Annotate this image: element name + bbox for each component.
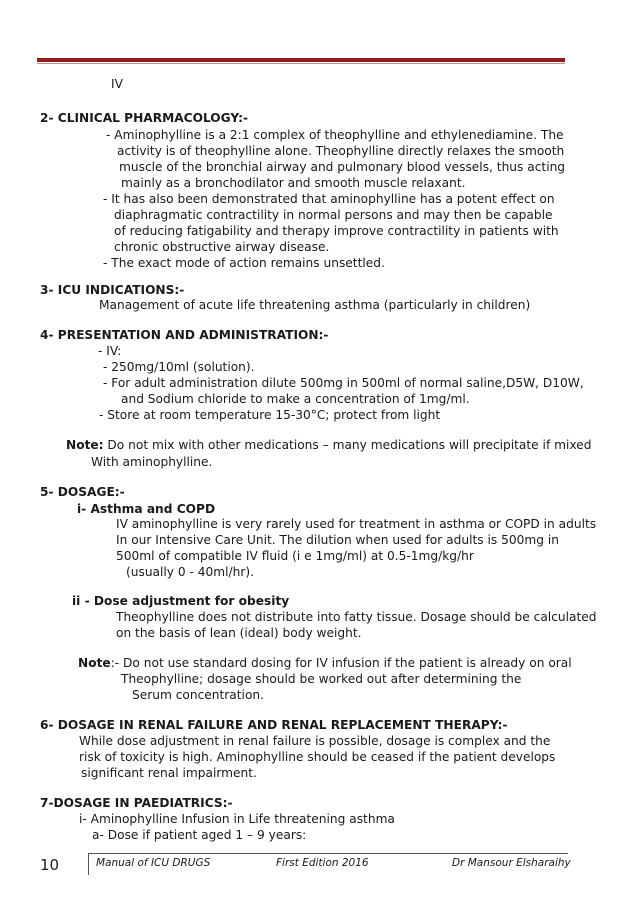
body-line: 500ml of compatible IV fluid (i e 1mg/ml) at 0.5-1mg/kg/hr bbox=[116, 549, 474, 563]
header-rule-thin bbox=[37, 63, 565, 64]
body-line: activity is of theophylline alone. Theophylline directly relaxes the smooth bbox=[117, 144, 565, 158]
footer-edition: First Edition 2016 bbox=[276, 857, 369, 869]
note-text: :- Do not use standard dosing for IV infusion if the patient is already on oral bbox=[110, 656, 572, 670]
body-line: mainly as a bronchodilator and smooth muscle relaxant. bbox=[121, 176, 466, 190]
note-label: Note: bbox=[66, 438, 104, 452]
body-line: - Aminophylline is a 2:1 complex of theophylline and ethylenediamine. The bbox=[106, 128, 564, 142]
body-line: - 250mg/10ml (solution). bbox=[103, 360, 255, 374]
body-line: Serum concentration. bbox=[132, 688, 264, 702]
body-line: i- Aminophylline Infusion in Life threatening asthma bbox=[79, 812, 395, 826]
body-line: - IV: bbox=[98, 344, 122, 358]
body-line: While dose adjustment in renal failure is possible, dosage is complex and the bbox=[79, 734, 551, 748]
header-rule bbox=[37, 58, 565, 62]
body-line: - Store at room temperature 15-30°C; protect from light bbox=[99, 408, 441, 422]
subheading-obesity: ii - Dose adjustment for obesity bbox=[72, 594, 290, 608]
body-line: - For adult administration dilute 500mg in 500ml of normal saline,D5W, D10W, bbox=[103, 376, 584, 390]
subheading-asthma-copd: i- Asthma and COPD bbox=[77, 502, 216, 516]
body-line: - The exact mode of action remains unsettled. bbox=[103, 256, 385, 270]
note-line bbox=[78, 655, 572, 671]
body-line: risk of toxicity is high. Aminophylline should be ceased if the patient develops bbox=[79, 750, 556, 764]
continued-text: IV bbox=[111, 77, 123, 91]
section-heading-icu-indications: 3- ICU INDICATIONS:- bbox=[40, 283, 185, 297]
body-line: a- Dose if patient aged 1 – 9 years: bbox=[92, 828, 307, 842]
body-line: In our Intensive Care Unit. The dilution when used for adults is 500mg in bbox=[116, 533, 559, 547]
body-line: significant renal impairment. bbox=[81, 766, 257, 780]
body-line: Management of acute life threatening asthma (particularly in children) bbox=[99, 298, 531, 312]
page-number: 10 bbox=[40, 856, 60, 874]
section-heading-dosage: 5- DOSAGE:- bbox=[40, 485, 125, 499]
section-heading-clinical-pharmacology: 2- CLINICAL PHARMACOLOGY:- bbox=[40, 111, 249, 125]
footer-divider bbox=[88, 853, 89, 875]
body-line: Theophylline; dosage should be worked out after determining the bbox=[121, 672, 522, 686]
body-line: diaphragmatic contractility in normal persons and may then be capable bbox=[114, 208, 553, 222]
body-line: chronic obstructive airway disease. bbox=[114, 240, 330, 254]
body-line: muscle of the bronchial airway and pulmonary blood vessels, thus acting bbox=[119, 160, 566, 174]
footer-author: Dr Mansour Elsharaihy bbox=[452, 857, 571, 869]
note-line bbox=[66, 437, 591, 453]
note-label: Note bbox=[78, 656, 111, 670]
body-line: Theophylline does not distribute into fatty tissue. Dosage should be calculated bbox=[116, 610, 597, 624]
footer-manual-title: Manual of ICU DRUGS bbox=[96, 857, 211, 869]
footer-rule bbox=[88, 853, 568, 854]
section-heading-paediatrics: 7-DOSAGE IN PAEDIATRICS:- bbox=[40, 796, 233, 810]
body-line: and Sodium chloride to make a concentration of 1mg/ml. bbox=[121, 392, 470, 406]
body-line: on the basis of lean (ideal) body weight. bbox=[116, 626, 362, 640]
body-line: IV aminophylline is very rarely used for treatment in asthma or COPD in adults bbox=[116, 517, 597, 531]
section-heading-renal: 6- DOSAGE IN RENAL FAILURE AND RENAL REPLACEMENT THERAPY:- bbox=[40, 718, 508, 732]
body-line: of reducing fatigability and therapy improve contractility in patients with bbox=[114, 224, 559, 238]
note-text: Do not mix with other medications – many medications will precipitate if mixed bbox=[103, 438, 592, 452]
body-line: With aminophylline. bbox=[91, 455, 213, 469]
body-line: (usually 0 - 40ml/hr). bbox=[126, 565, 255, 579]
body-line: - It has also been demonstrated that aminophylline has a potent effect on bbox=[103, 192, 555, 206]
section-heading-presentation: 4- PRESENTATION AND ADMINISTRATION:- bbox=[40, 328, 329, 342]
